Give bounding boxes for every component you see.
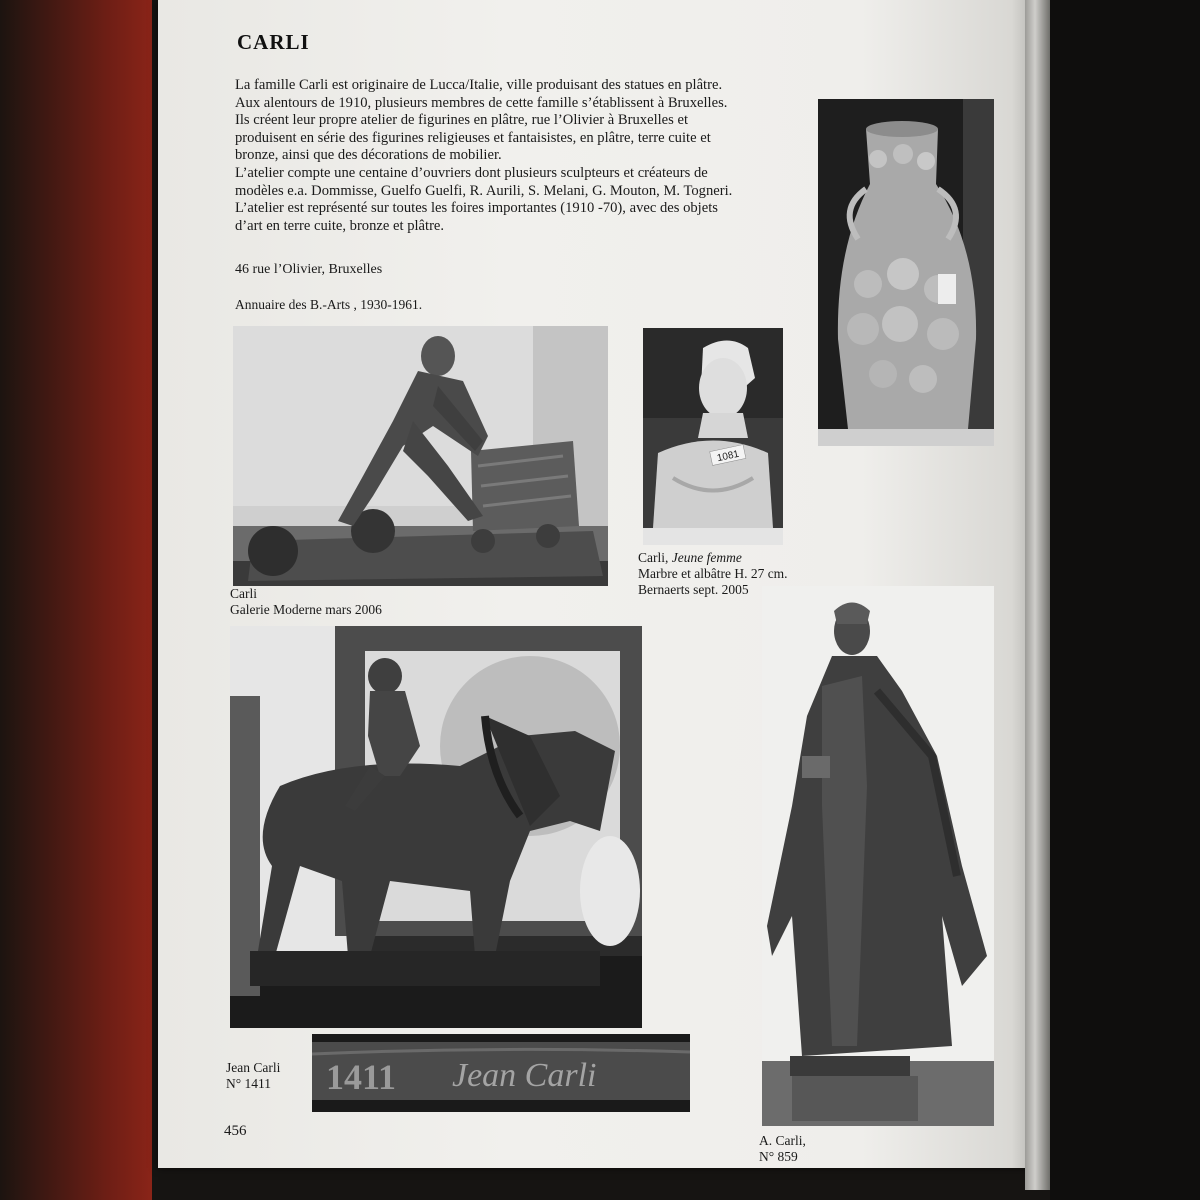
caption-bust-name: Carli,: [638, 550, 672, 565]
caption-bust-line2: Marbre et albâtre H. 27 cm.: [638, 566, 788, 581]
caption-bust-line3: Bernaerts sept. 2005: [638, 582, 749, 597]
photo-bust-jeune-femme: [643, 328, 783, 545]
book-cover-edge: [0, 0, 152, 1200]
caption-worker-line1: Carli: [230, 586, 257, 601]
caption-worker: [230, 586, 382, 618]
caption-worker-line2: Galerie Moderne mars 2006: [230, 602, 382, 617]
page-number: 456: [224, 1123, 247, 1139]
signature-name: Jean Carli: [452, 1057, 597, 1094]
photo-vase: [818, 99, 994, 446]
bust-tag-label: 1081: [716, 448, 741, 465]
caption-horse-line1: Jean Carli: [226, 1060, 281, 1075]
caption-woman: [759, 1133, 806, 1165]
source-reference: Annuaire des B.-Arts , 1930-1961.: [235, 297, 423, 312]
caption-horse-line2: N° 1411: [226, 1076, 272, 1091]
background-right: [1050, 0, 1200, 1200]
address: 46 rue l’Olivier, Bruxelles: [235, 262, 383, 277]
caption-woman-line1: A. Carli,: [759, 1133, 806, 1148]
photo-worker-sculpture: [233, 326, 608, 586]
photo-horse-sculpture: [230, 626, 642, 1028]
intro-line: L’atelier compte une centaine d’ouvriers dont plusieurs sculpteurs et créateurs de: [235, 164, 708, 181]
caption-woman-line2: N° 859: [759, 1149, 798, 1164]
caption-bust-title: Jeune femme: [671, 550, 742, 565]
page-title: CARLI: [237, 30, 310, 54]
photo-signature: [312, 1034, 690, 1112]
page-fold: [1025, 0, 1050, 1190]
intro-line: Ils créent leur propre atelier de figurines en plâtre, rue l’Olivier à Bruxelles et: [235, 112, 689, 129]
intro-line: bronze, ainsi que des décorations de mobilier.: [235, 147, 502, 164]
intro-line: d’art en terre cuite, bronze et plâtre.: [235, 217, 445, 234]
intro-line: Aux alentours de 1910, plusieurs membres de cette famille s’établissent à Bruxelles.: [235, 94, 728, 111]
intro-line: La famille Carli est originaire de Lucca/Italie, ville produisant des statues en plâtre.: [235, 77, 723, 93]
photo-standing-woman: [762, 586, 994, 1126]
intro-line: L’atelier est représenté sur toutes les foires importantes (1910 -70), avec des objets: [235, 200, 718, 217]
intro-text: [235, 77, 780, 235]
intro-line: modèles e.a. Dommisse, Guelfo Guelfi, R. Aurili, S. Melani, G. Mouton, M. Togneri.: [235, 182, 733, 199]
caption-bust: [638, 550, 788, 598]
signature-number: 1411: [326, 1057, 397, 1097]
caption-horse: [226, 1060, 280, 1092]
intro-line: produisent en série des figurines religieuses et fantaisistes, en plâtre, terre cuite et: [235, 129, 711, 146]
caption-bust-line1: [638, 550, 788, 566]
